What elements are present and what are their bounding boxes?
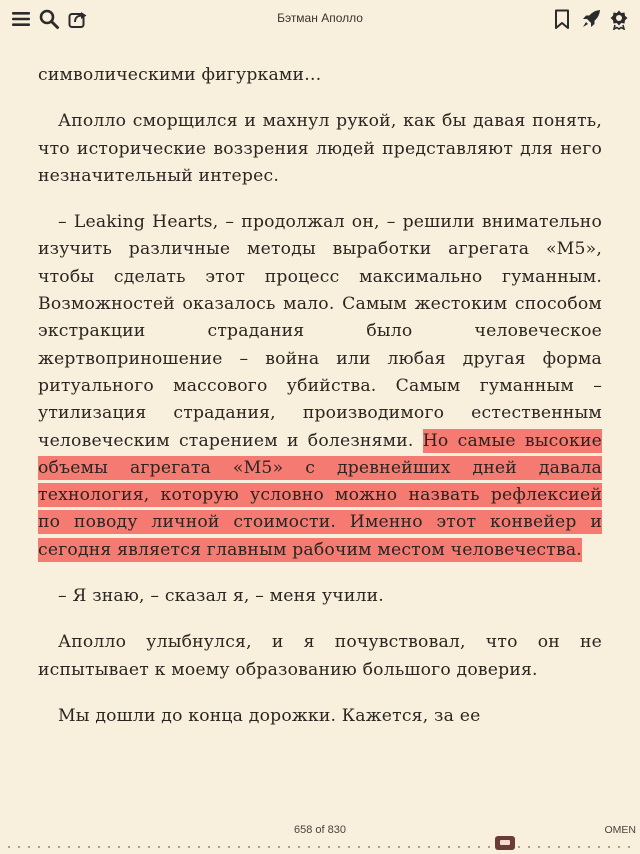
book-text (38, 62, 602, 730)
share-icon[interactable] (67, 8, 89, 30)
paragraph-text: – Leaking Hearts, – продолжал он, – решили внимательно изучить различные методы выработки агрегата «M5», чтобы сделать этот процесс максимально гуманным. Возможностей оказалось мало. Самым жестоким способом экстракции страдания было человеческое жертвоприношение – война или любая другая форма ритуального массового убийства. Самым гуманным – утилизация страдания, производимого естественным человеческим старением и болезнями. (38, 212, 602, 451)
chapter-label: OMEN (604, 824, 636, 836)
page-count: 658 of 830 (294, 824, 346, 836)
settings-icon[interactable] (608, 8, 630, 30)
scrubber-thumb[interactable] (495, 836, 515, 850)
paragraph (38, 703, 602, 730)
paragraph-text: – Я знаю, – сказал я, – меня учили. (58, 586, 384, 607)
reader-toolbar (0, 0, 640, 38)
paragraph (38, 583, 602, 610)
paragraph-text: символическими фигурками… (38, 65, 322, 85)
book-title: Бэтман Аполло (277, 11, 363, 25)
reader-footer (0, 820, 640, 854)
contents-icon[interactable] (10, 8, 32, 30)
paragraph-text: Аполло сморщился и махнул рукой, как бы давая понять, что исторические воззрения людей представляют для него незначительный интерес. (38, 111, 602, 186)
highlighted-text[interactable]: Но самые высокие объемы агрегата «M5» с древнейших дней давала технология, которую условно можно назвать рефлексией по поводу личной стоимости. Именно этот конвейер и сегодня является главным рабочим местом человечества. (38, 430, 602, 560)
paragraph (38, 108, 602, 190)
paragraph (38, 629, 602, 684)
page-scrubber[interactable] (4, 846, 636, 848)
paragraph-text: Мы дошли до конца дорожки. Кажется, за ее (58, 705, 481, 726)
search-icon[interactable] (38, 8, 60, 30)
rocket-icon[interactable] (580, 8, 602, 30)
paragraph (38, 209, 602, 564)
paragraph-text: Аполло улыбнулся, и я почувствовал, что он не испытывает к моему образованию большого доверия. (38, 632, 602, 680)
bookmark-icon[interactable] (551, 8, 573, 30)
paragraph (38, 62, 602, 89)
